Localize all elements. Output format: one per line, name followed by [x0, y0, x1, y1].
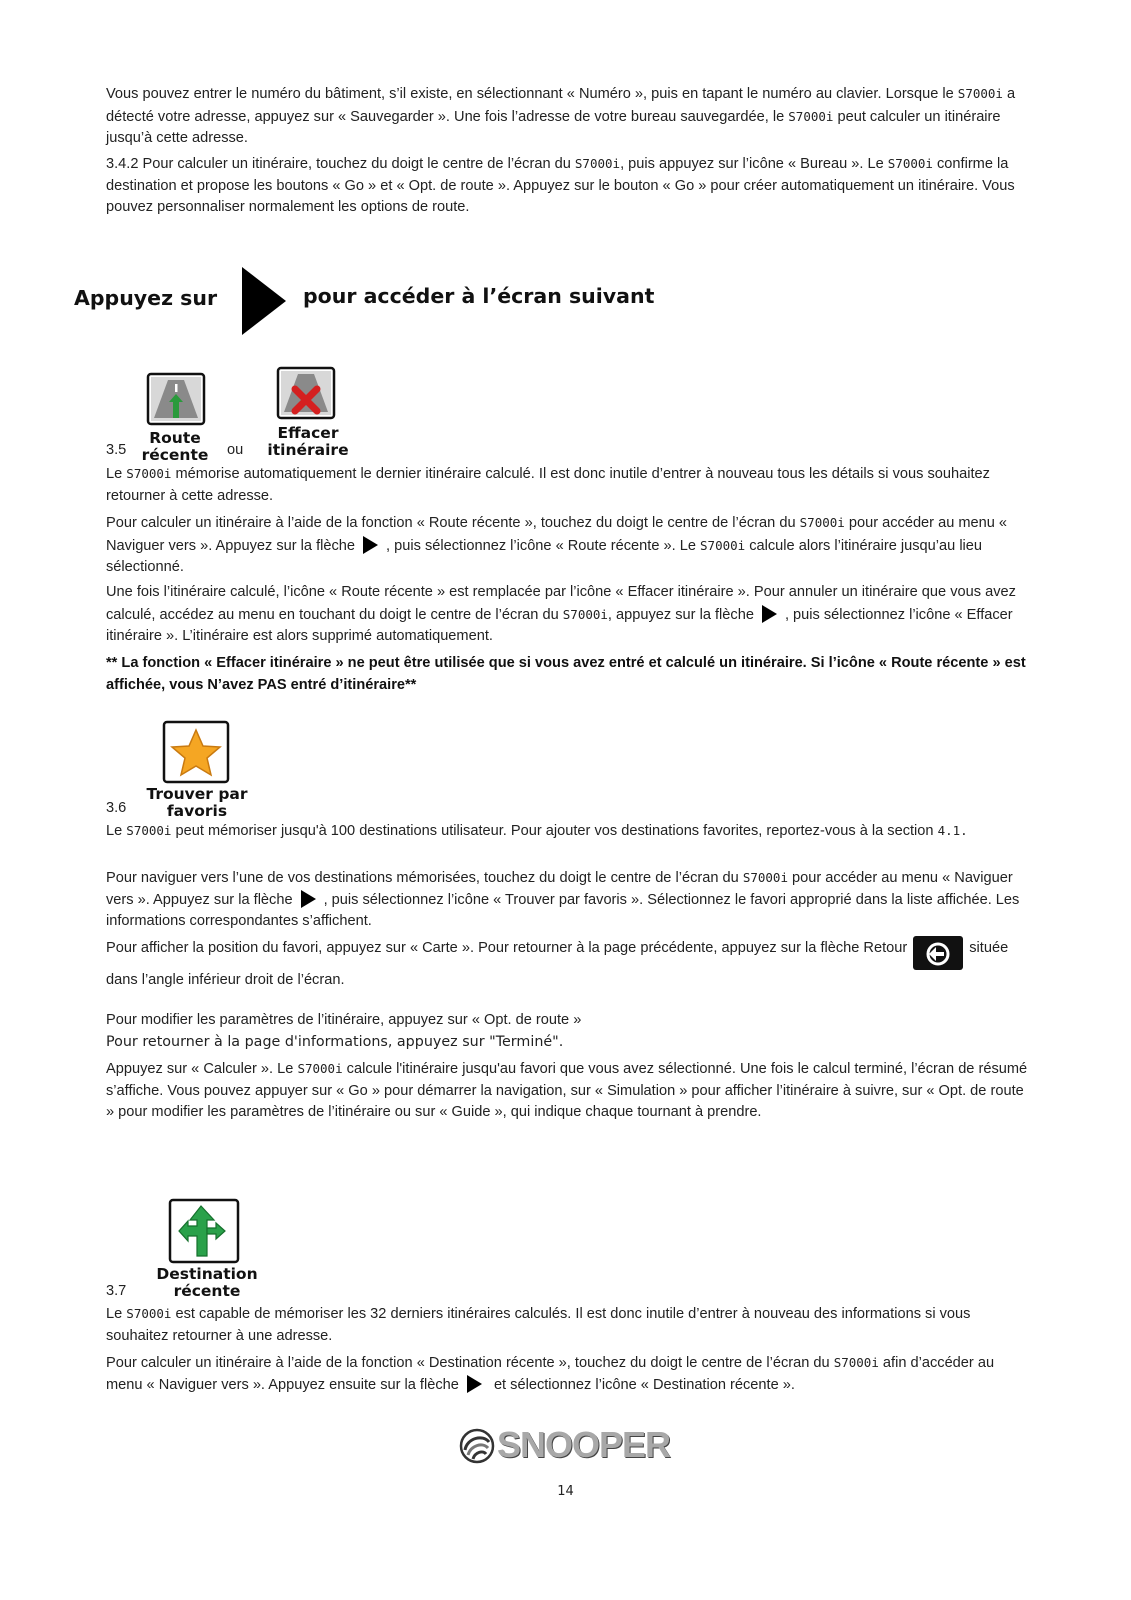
recent-route-label: Route récente	[141, 429, 209, 464]
section-number-3-6: 3.6	[106, 800, 127, 816]
arrow-icon	[301, 890, 316, 908]
section-3-5-paragraph-3: Une fois l’itinéraire calculé, l’icône « Route récente » est remplacée par l’icône « Effacer itinéraire ». Pour annuler un itinéraire que vous avez calculé, accédez au menu en touchant du doigt le centre de l’écran du S7000i, appuyez sur la flèche , puis sélectionnez l’icône « Effacer itinéraire ». L’itinéraire est alors supprimé automatiquement.	[106, 584, 1016, 644]
section-3-5-note: ** La fonction « Effacer itinéraire » ne peut être utilisée que si vous avez entré et calculé un itinéraire. Si l’icône « Route récente » est affichée, vous N’avez PAS entré d’itinéraire**	[106, 655, 1026, 693]
section-3-6-paragraph-2: Pour naviguer vers l’une de vos destinations mémorisées, touchez du doigt le centre de l’écran du S7000i pour accéder au menu « Naviguer vers ». Appuyez sur la flèche , puis sélectionnez l’icône « Trouver par favoris ». Sélectionnez le favori approprié dans la liste affichée. Les informations correspondantes s’affichent.	[106, 870, 1020, 929]
section-number-3-5: 3.5	[106, 442, 127, 458]
arrow-icon	[762, 605, 777, 623]
clear-route-icon	[276, 366, 338, 422]
back-button-icon	[913, 936, 963, 970]
section-number-3-7: 3.7	[106, 1283, 127, 1299]
section-3-6-paragraph-1: Le S7000i peut mémoriser jusqu'à 100 destinations utilisateur. Pour ajouter vos destinations favorites, reportez-vous à la section 4.1.	[106, 823, 968, 839]
section-3-7-paragraph-1: Le S7000i est capable de mémoriser les 32 derniers itinéraires calculés. Il est donc inutile d’entrer à nouveau des informations si vous souhaitez retourner à une adresse.	[106, 1306, 971, 1344]
next-arrow-icon	[242, 267, 286, 335]
section-3-5-paragraph-2: Pour calculer un itinéraire à l’aide de la fonction « Route récente », touchez du doigt le centre de l’écran du S7000i pour accéder au menu « Naviguer vers ». Appuyez sur la flèche , puis sélectionnez l’icône « Route récente ». Le S7000i calcule alors l’itinéraire jusqu’au lieu sélectionné.	[106, 515, 1008, 575]
favorites-label: Trouver par favoris	[146, 785, 248, 820]
snooper-logo-text: SNOOPER	[497, 1424, 671, 1465]
or-label: ou	[227, 442, 244, 458]
section-3-4-2-paragraph: 3.4.2 Pour calculer un itinéraire, touchez du doigt le centre de l’écran du S7000i, puis appuyez sur l’icône « Bureau ». Le S7000i confirme la destination et propose les boutons « Go » et « Opt. de route ». Appuyez sur le bouton « Go » pour créer automatiquement un itinéraire. Vous pouvez personnaliser normalement les options de route.	[106, 156, 1015, 215]
section-3-6-paragraph-6: Appuyez sur « Calculer ». Le S7000i calcule l'itinéraire jusqu'au favori que vous avez sélectionné. Une fois le calcul terminé, l’écran de résumé s’affiche. Vous pouvez appuyer sur « Go » pour démarrer la navigation, sur « Simulation » pour afficher l’itinéraire à suivre, sur « Opt. de route » pour modifier les paramètres de l’itinéraire ou sur « Guide », qui indique chaque tournant à prendre.	[106, 1061, 1028, 1120]
section-3-7-paragraph-2: Pour calculer un itinéraire à l’aide de la fonction « Destination récente », touchez du doigt le centre de l’écran du S7000i afin d’accéder au menu « Naviguer vers ». Appuyez ensuite sur la flèche et sélectionnez l’icône « Destination récente ».	[106, 1355, 995, 1393]
heading-left: Appuyez sur	[74, 286, 218, 310]
page-number: 14	[557, 1484, 574, 1499]
arrow-icon	[363, 536, 378, 554]
recent-destination-icon	[168, 1198, 242, 1266]
arrow-icon	[467, 1375, 482, 1393]
heading-right: pour accéder à l’écran suivant	[303, 284, 655, 308]
intro-paragraph: Vous pouvez entrer le numéro du bâtiment, s’il existe, en sélectionnant « Numéro », puis en tapant le numéro au clavier. Lorsque le S7000i a détecté votre adresse, appuyez sur « Sauvegarder ». Une fois l’adresse de votre bureau sauvegardée, le S7000i peut calculer un itinéraire jusqu’à cette adresse.	[106, 86, 1016, 146]
snooper-swirl-icon	[459, 1428, 495, 1464]
section-3-6-paragraph-5: Pour retourner à la page d'informations, appuyez sur "Terminé".	[106, 1034, 564, 1050]
section-3-6-paragraph-4: Pour modifier les paramètres de l’itinéraire, appuyez sur « Opt. de route »	[106, 1012, 582, 1028]
favorites-star-icon	[162, 720, 232, 786]
clear-route-label: Effacer itinéraire	[267, 424, 349, 459]
recent-destination-label: Destination récente	[156, 1265, 258, 1300]
recent-route-icon	[146, 372, 208, 428]
section-3-5-paragraph-1: Le S7000i mémorise automatiquement le dernier itinéraire calculé. Il est donc inutile d’entrer à nouveau tous les détails si vous souhaitez retourner à cette adresse.	[106, 466, 990, 504]
section-3-6-paragraph-3: Pour afficher la position du favori, appuyez sur « Carte ». Pour retourner à la page précédente, appuyez sur la flèche Retour située dans l’angle inférieur droit de l’écran.	[106, 936, 1034, 992]
